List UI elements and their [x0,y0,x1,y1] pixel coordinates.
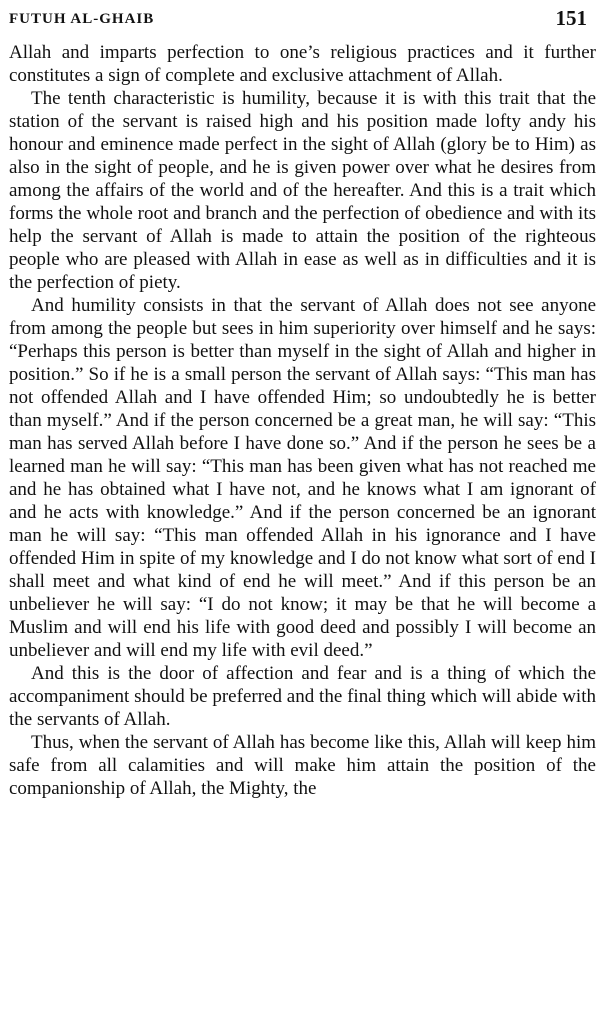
page-body [9,41,596,800]
page-number: 151 [555,6,587,30]
running-header [9,6,587,32]
paragraph-humility-consists: And humility consists in that the servant of Allah does not see anyone from among the people but sees in him superiority over himself and he says: “Perhaps this person is better than myself in the sight of Allah and higher in position.” So if he is a small person the servant of Allah says: “This man has not offended Allah and I have offended Him; so undoubtedly he is better than myself.” And if the person concerned be a great man, he will say: “This man has served Allah before I have done so.” And if the person he sees be a learned man he will say: “This man has been given what has not reached me and he has obtained what I have not, and he knows what I am ignorant of and he acts with knowledge.” And if the person concerned be an ignorant man he will say: “This man offended Allah in his ignorance and I have offended Him in spite of my knowledge and I do not know what sort of end I shall meet and what kind of end he will meet.” And if this person be an unbeliever he will say: “I do not know; it may be that he will become a Muslim and will end his life with good deed and possibly I will become an unbeliever and will end my life with evil deed.” [9,295,596,661]
paragraph-servant-safe: Thus, when the servant of Allah has become like this, Allah will keep him safe from all calamities and will make him attain the position of the companionship of Allah, the Mighty, the [9,732,596,799]
paragraph-continued: Allah and imparts perfection to one’s religious practices and it further constitutes a sign of complete and exclusive attachment of Allah. [9,42,596,86]
paragraph-tenth-characteristic: The tenth characteristic is humility, because it is with this trait that the station of the servant is raised high and his position made lofty andy his honour and eminence made perfect in the sight of Allah (glory be to Him) as also in the sight of people, and he is given power over what he desires from among the affairs of the world and of the hereafter. And this is a trait which forms the whole root and branch and the perfection of obedience and with its help the servant of Allah is made to attain the position of the righteous people who are pleased with Allah in ease as well as in difficulties and it is the perfection of piety. [9,88,596,293]
paragraph-door-of-affection: And this is the door of affection and fear and is a thing of which the accompaniment should be preferred and the final thing which will abide with the servants of Allah. [9,663,596,730]
book-title: FUTUH AL-GHAIB [9,11,155,27]
